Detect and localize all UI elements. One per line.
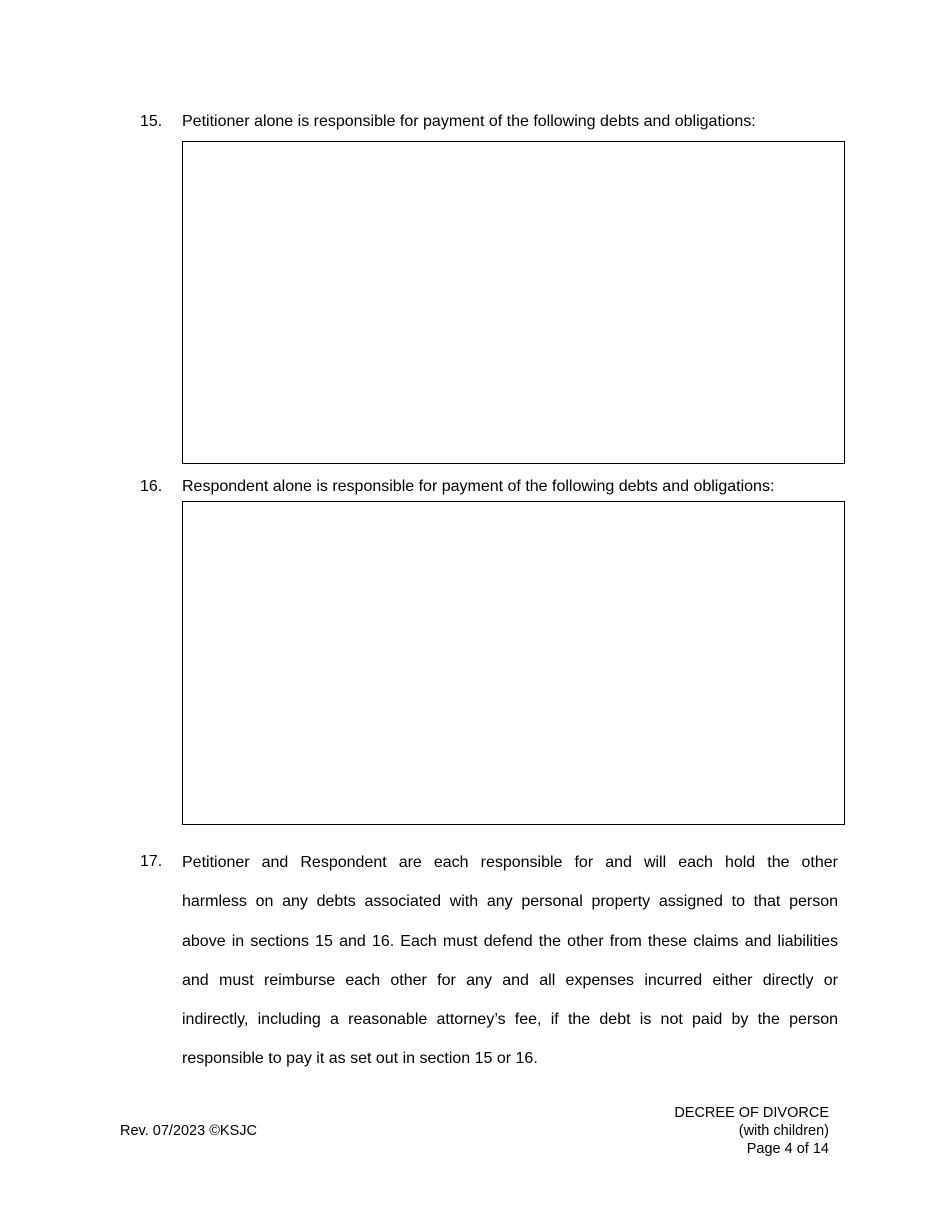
item-15-number: 15.	[140, 113, 163, 130]
item-17-line: above in sections 15 and 16. Each must defend the other from these claims and liabilities	[182, 932, 838, 950]
item-17-line: harmless on any debts associated with any personal property assigned to that person	[182, 893, 838, 911]
item-16-number: 16.	[140, 478, 163, 495]
item-17-line: Petitioner and Respondent are each responsible for and will each hold the other	[182, 854, 838, 871]
footer-doc-subtitle: (with children)	[738, 1123, 829, 1139]
item-17-paragraph	[182, 843, 838, 1079]
item-16-text: Respondent alone is responsible for payment of the following debts and obligations:	[182, 478, 775, 495]
item-17-number: 17.	[140, 853, 163, 870]
item-17-line: indirectly, including a reasonable attorney’s fee, if the debt is not paid by the person	[182, 1011, 838, 1029]
petitioner-debts-field[interactable]	[182, 141, 845, 464]
footer-page-number: Page 4 of 14	[746, 1141, 829, 1157]
footer-revision: Rev. 07/2023 ©KSJC	[120, 1123, 257, 1139]
item-17-line: and must reimburse each other for any and all expenses incurred either directly or	[182, 971, 838, 989]
footer-doc-title: DECREE OF DIVORCE	[674, 1105, 829, 1121]
item-17-line: responsible to pay it as set out in section 15 or 16.	[182, 1050, 538, 1068]
footer-document-info	[674, 1104, 829, 1158]
item-15-text: Petitioner alone is responsible for payment of the following debts and obligations:	[182, 113, 756, 130]
respondent-debts-field[interactable]	[182, 501, 845, 825]
